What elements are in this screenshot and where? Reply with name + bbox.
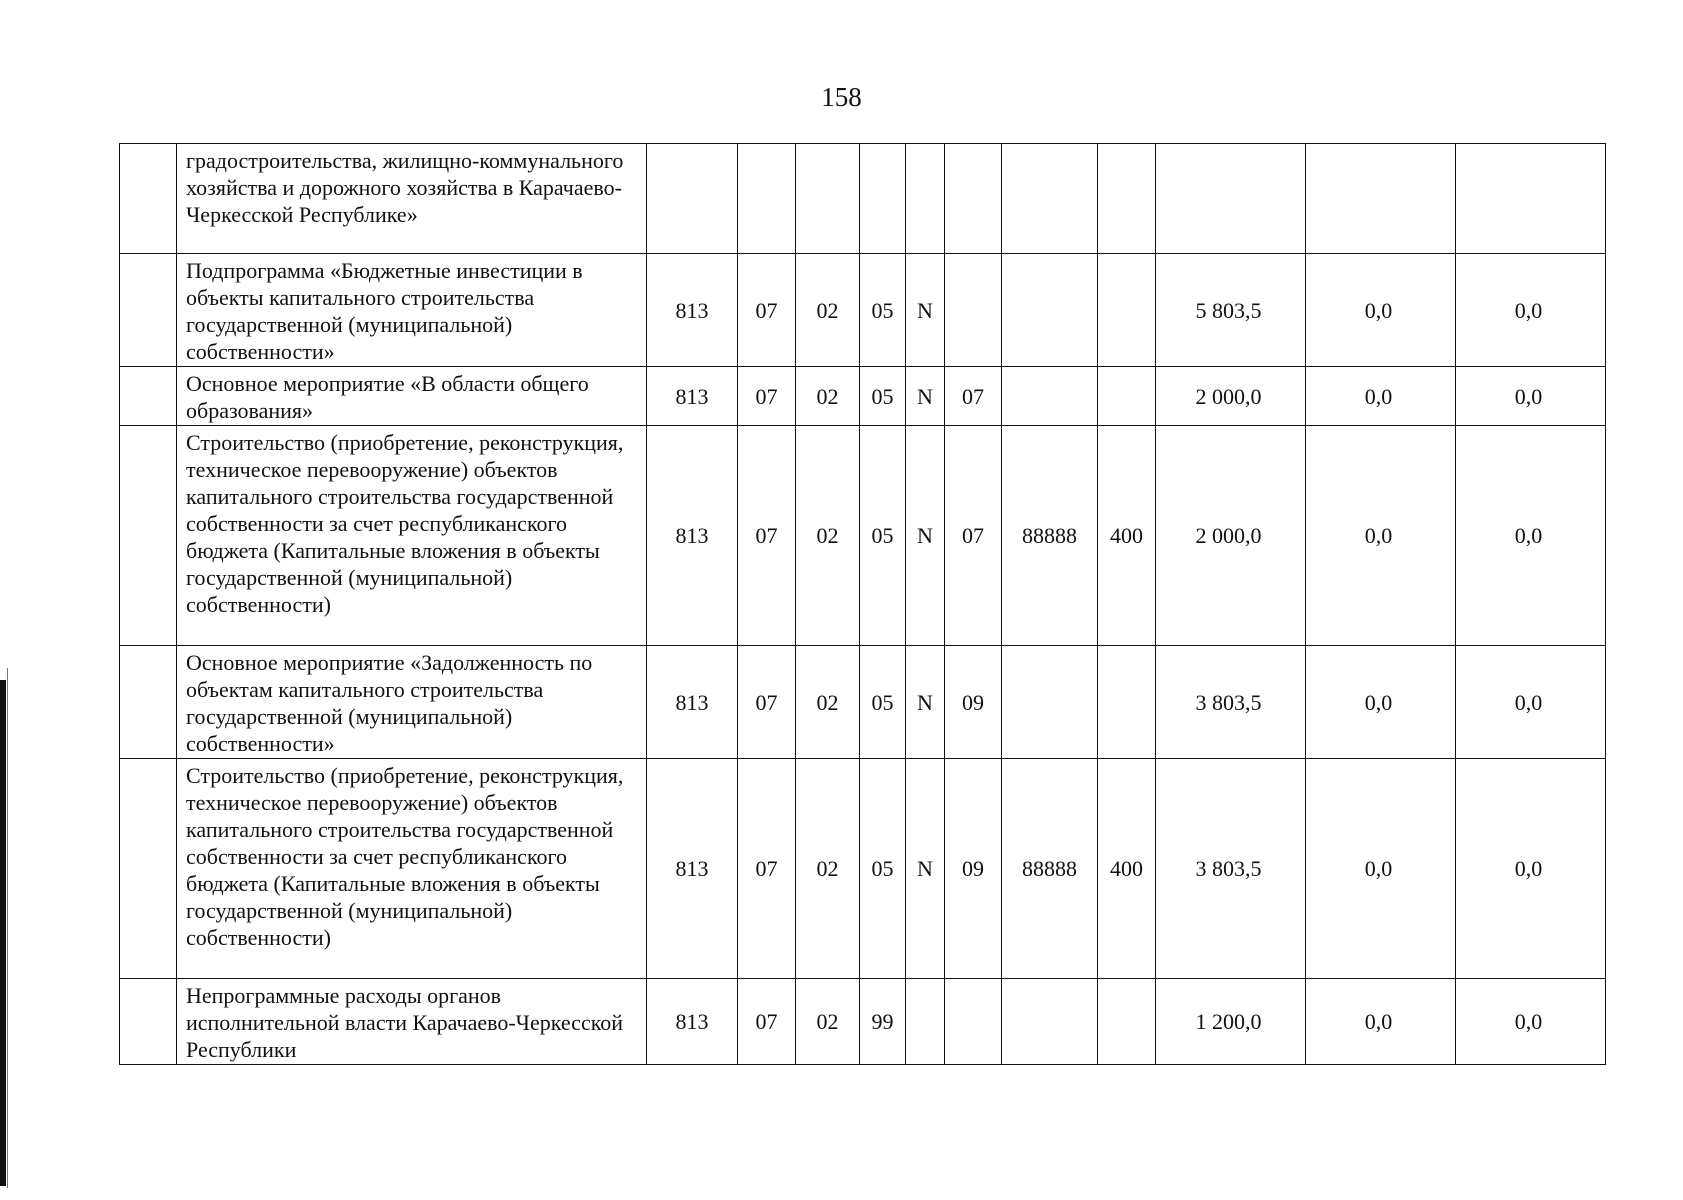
subsection-code-cell: 02	[796, 979, 860, 1065]
binding-edge-line	[7, 668, 8, 1188]
dept-code-cell: 813	[647, 979, 738, 1065]
amount-year2-cell: 0,0	[1306, 759, 1456, 979]
subsection-code-cell: 02	[796, 426, 860, 646]
target-code-part4-cell: 88888	[1002, 426, 1098, 646]
budget-table	[119, 143, 1606, 1065]
target-code-part2-cell: N	[906, 759, 945, 979]
expense-type-cell: 400	[1098, 426, 1156, 646]
section-code-cell: 07	[738, 759, 796, 979]
row-number-cell	[120, 144, 177, 254]
subsection-code-cell	[796, 144, 860, 254]
binding-edge-mark	[0, 680, 6, 1186]
expense-type-cell	[1098, 144, 1156, 254]
table-row	[120, 426, 1606, 646]
target-code-part4-cell	[1002, 367, 1098, 426]
row-number-cell	[120, 646, 177, 759]
row-number-cell	[120, 979, 177, 1065]
target-code-part1-cell: 05	[860, 759, 906, 979]
table-row	[120, 254, 1606, 367]
target-code-part3-cell	[945, 254, 1002, 367]
amount-year3-cell: 0,0	[1456, 254, 1606, 367]
section-code-cell: 07	[738, 979, 796, 1065]
row-number-cell	[120, 759, 177, 979]
target-code-part1-cell: 05	[860, 254, 906, 367]
section-code-cell: 07	[738, 646, 796, 759]
row-number-cell	[120, 426, 177, 646]
row-number-cell	[120, 254, 177, 367]
amount-year2-cell: 0,0	[1306, 254, 1456, 367]
dept-code-cell: 813	[647, 367, 738, 426]
target-code-part1-cell: 99	[860, 979, 906, 1065]
amount-year1-cell: 5 803,5	[1156, 254, 1306, 367]
expense-type-cell: 400	[1098, 759, 1156, 979]
target-code-part1-cell: 05	[860, 426, 906, 646]
target-code-part3-cell: 07	[945, 367, 1002, 426]
amount-year3-cell: 0,0	[1456, 979, 1606, 1065]
target-code-part3-cell: 09	[945, 759, 1002, 979]
table-row	[120, 979, 1606, 1065]
amount-year1-cell: 3 803,5	[1156, 759, 1306, 979]
amount-year3-cell: 0,0	[1456, 759, 1606, 979]
target-code-part4-cell: 88888	[1002, 759, 1098, 979]
amount-year1-cell: 2 000,0	[1156, 426, 1306, 646]
table-row	[120, 367, 1606, 426]
target-code-part4-cell	[1002, 646, 1098, 759]
amount-year1-cell: 3 803,5	[1156, 646, 1306, 759]
target-code-part2-cell	[906, 144, 945, 254]
dept-code-cell: 813	[647, 254, 738, 367]
target-code-part3-cell: 09	[945, 646, 1002, 759]
amount-year2-cell: 0,0	[1306, 979, 1456, 1065]
item-name-cell: Основное мероприятие «Задолженность по объектам капитального строительства государственной (муниципальной) собственности»	[177, 646, 647, 759]
target-code-part4-cell	[1002, 144, 1098, 254]
item-name-cell: Строительство (приобретение, реконструкция, техническое перевооружение) объектов капитального строительства государственной собственности за счет республиканского бюджета (Капитальные вложения в объекты государственной (муниципальной) собственности)	[177, 426, 647, 646]
section-code-cell: 07	[738, 254, 796, 367]
item-name-cell: Непрограммные расходы органов исполнительной власти Карачаево-Черкесской Республики	[177, 979, 647, 1065]
target-code-part2-cell: N	[906, 426, 945, 646]
section-code-cell: 07	[738, 426, 796, 646]
amount-year1-cell	[1156, 144, 1306, 254]
expense-type-cell	[1098, 979, 1156, 1065]
target-code-part1-cell: 05	[860, 367, 906, 426]
subsection-code-cell: 02	[796, 646, 860, 759]
amount-year2-cell: 0,0	[1306, 426, 1456, 646]
amount-year2-cell: 0,0	[1306, 646, 1456, 759]
section-code-cell: 07	[738, 367, 796, 426]
expense-type-cell	[1098, 254, 1156, 367]
dept-code-cell: 813	[647, 759, 738, 979]
subsection-code-cell: 02	[796, 367, 860, 426]
expense-type-cell	[1098, 367, 1156, 426]
subsection-code-cell: 02	[796, 254, 860, 367]
target-code-part3-cell: 07	[945, 426, 1002, 646]
amount-year3-cell: 0,0	[1456, 367, 1606, 426]
amount-year1-cell: 2 000,0	[1156, 367, 1306, 426]
amount-year1-cell: 1 200,0	[1156, 979, 1306, 1065]
item-name-cell: Основное мероприятие «В области общего образования»	[177, 367, 647, 426]
target-code-part3-cell	[945, 979, 1002, 1065]
table-row	[120, 144, 1606, 254]
table-row	[120, 759, 1606, 979]
subsection-code-cell: 02	[796, 759, 860, 979]
amount-year3-cell: 0,0	[1456, 426, 1606, 646]
item-name-cell: Подпрограмма «Бюджетные инвестиции в объекты капитального строительства государственной (муниципальной) собственности»	[177, 254, 647, 367]
dept-code-cell: 813	[647, 646, 738, 759]
section-code-cell	[738, 144, 796, 254]
item-name-cell: Строительство (приобретение, реконструкция, техническое перевооружение) объектов капитального строительства государственной собственности за счет республиканского бюджета (Капитальные вложения в объекты государственной (муниципальной) собственности)	[177, 759, 647, 979]
table-row	[120, 646, 1606, 759]
row-number-cell	[120, 367, 177, 426]
target-code-part4-cell	[1002, 254, 1098, 367]
dept-code-cell	[647, 144, 738, 254]
amount-year3-cell: 0,0	[1456, 646, 1606, 759]
dept-code-cell: 813	[647, 426, 738, 646]
amount-year2-cell	[1306, 144, 1456, 254]
item-name-cell: градостроительства, жилищно-коммунального хозяйства и дорожного хозяйства в Карачаево-Черкесской Республике»	[177, 144, 647, 254]
target-code-part1-cell	[860, 144, 906, 254]
amount-year2-cell: 0,0	[1306, 367, 1456, 426]
target-code-part2-cell: N	[906, 367, 945, 426]
expense-type-cell	[1098, 646, 1156, 759]
target-code-part2-cell	[906, 979, 945, 1065]
target-code-part4-cell	[1002, 979, 1098, 1065]
target-code-part1-cell: 05	[860, 646, 906, 759]
target-code-part2-cell: N	[906, 254, 945, 367]
target-code-part3-cell	[945, 144, 1002, 254]
page-number: 158	[821, 82, 862, 112]
amount-year3-cell	[1456, 144, 1606, 254]
target-code-part2-cell: N	[906, 646, 945, 759]
